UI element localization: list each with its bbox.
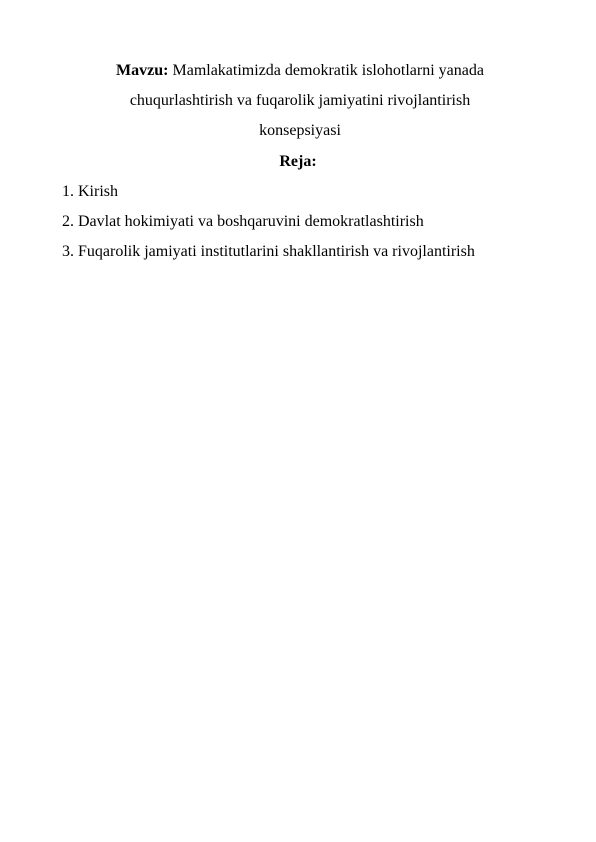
topic-line-3: konsepsiyasi	[259, 122, 341, 139]
plan-item: 2. Davlat hokimiyati va boshqaruvini demokratlashtirish	[62, 213, 424, 230]
plan-item: 1. Kirish	[62, 183, 118, 200]
plan-list	[62, 177, 475, 267]
topic-line-2: chuqurlashtirish va fuqarolik jamiyatini rivojlantirish	[129, 92, 471, 109]
topic-block	[60, 56, 540, 146]
plan-item: 3. Fuqarolik jamiyati institutlarini shakllantirish va rivojlantirish	[62, 243, 475, 260]
topic-text-1: Mamlakatimizda demokratik islohotlarni yanada	[172, 62, 484, 79]
topic-label: Mavzu:	[116, 62, 169, 79]
topic-line-1	[60, 56, 540, 86]
plan-heading: Reja:	[279, 153, 317, 170]
